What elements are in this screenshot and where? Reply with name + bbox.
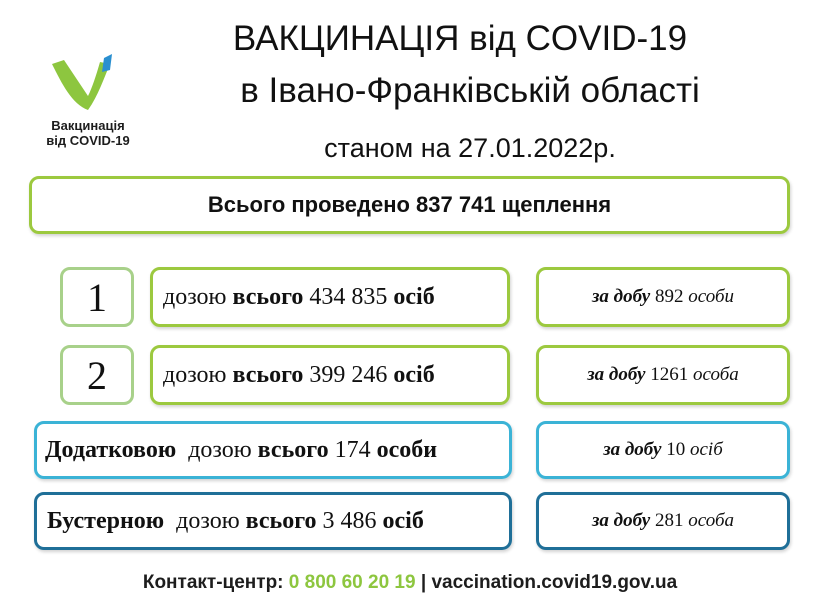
- dose-number: 2: [87, 352, 107, 398]
- daily-unit: осіб: [689, 439, 723, 460]
- additional-dose-box: [34, 421, 512, 479]
- dose-prefix: дозою: [163, 361, 227, 388]
- dose-unit: особи: [376, 436, 438, 463]
- daily-value: 892: [655, 286, 684, 307]
- dose-total-word: всього: [257, 436, 329, 463]
- dose-prefix: дозою: [176, 507, 240, 534]
- logo-caption: [28, 118, 148, 148]
- daily-box-4: [536, 492, 790, 550]
- booster-dose-box: [34, 492, 512, 550]
- daily-box-3: [536, 421, 790, 479]
- dose-total-value: 399 246: [309, 361, 388, 388]
- dose-number-box-1: [60, 267, 134, 327]
- dose-total-text: [163, 362, 435, 389]
- daily-label: за добу: [587, 364, 646, 385]
- dose-prefix: дозою: [188, 436, 252, 463]
- contact-website: vaccination.covid19.gov.ua: [431, 572, 678, 593]
- footer-separator: |: [420, 572, 427, 593]
- dose-unit: осіб: [393, 283, 435, 310]
- daily-label: за добу: [603, 439, 662, 460]
- daily-value: 1261: [650, 364, 689, 385]
- dose-unit: осіб: [382, 507, 424, 534]
- contact-phone: 0 800 60 20 19: [288, 572, 416, 593]
- daily-label: за добу: [591, 510, 651, 531]
- daily-value: 281: [655, 510, 684, 531]
- dose-number-box-2: [60, 345, 134, 405]
- daily-unit: особа: [693, 364, 739, 385]
- dose-total-box-2: [150, 345, 510, 405]
- page-title-line2: в Івано-Франківській області: [240, 71, 700, 110]
- daily-unit: особи: [688, 286, 735, 307]
- daily-box-1: [536, 267, 790, 327]
- contact-footer: [0, 572, 820, 594]
- page-title-line1: ВАКЦИНАЦІЯ від COVID-19: [232, 19, 688, 58]
- additional-dose-text: [45, 437, 437, 464]
- dose-number: 1: [87, 274, 107, 320]
- total-vaccinations-box: [29, 176, 790, 234]
- date-subtitle: станом на 27.01.2022р.: [324, 133, 616, 163]
- dose-total-text: [163, 284, 435, 311]
- daily-value: 10: [666, 439, 686, 460]
- logo-caption-line1: Вакцинація: [51, 118, 125, 133]
- daily-unit: особа: [688, 510, 735, 531]
- dose-total-value: 3 486: [322, 507, 377, 534]
- vaccination-logo: [28, 40, 148, 160]
- logo-caption-line2: від COVID-19: [46, 133, 130, 148]
- contact-center-label: Контакт-центр:: [142, 572, 284, 593]
- dose-total-value: 174: [334, 436, 371, 463]
- dose-total-word: всього: [232, 361, 304, 388]
- daily-label: за добу: [591, 286, 651, 307]
- total-vaccinations-text: Всього проведено 837 741 щеплення: [207, 192, 612, 217]
- dose-total-word: всього: [232, 283, 304, 310]
- daily-box-2: [536, 345, 790, 405]
- dose-prefix: дозою: [163, 283, 227, 310]
- booster-dose-text: [47, 508, 424, 535]
- dose-total-box-1: [150, 267, 510, 327]
- dose-total-value: 434 835: [309, 283, 388, 310]
- dose-total-word: всього: [245, 507, 317, 534]
- dose-type-label: Додатковою: [45, 436, 177, 463]
- v-check-icon: [44, 40, 134, 116]
- dose-type-label: Бустерною: [47, 507, 165, 534]
- dose-unit: осіб: [393, 361, 435, 388]
